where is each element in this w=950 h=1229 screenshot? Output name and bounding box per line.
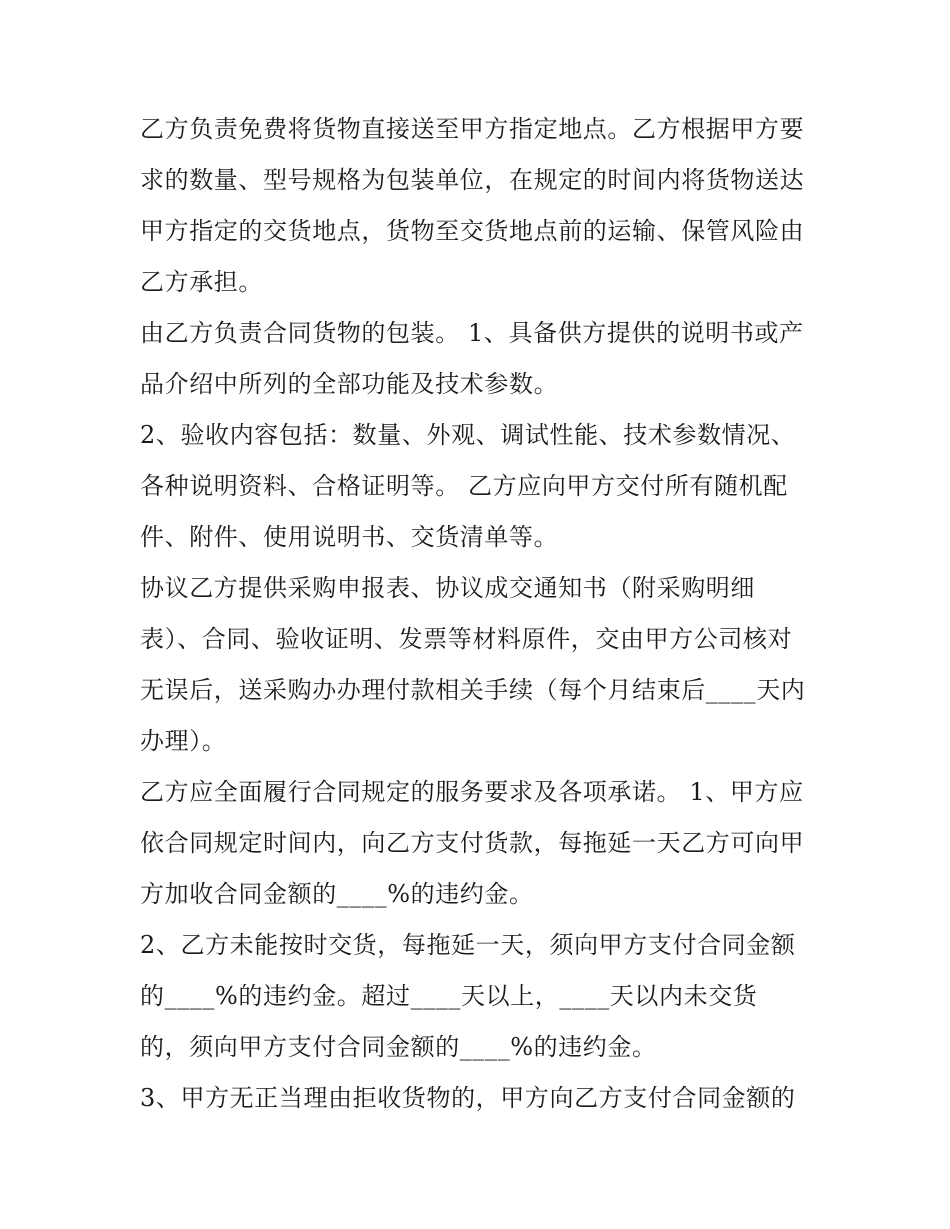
text-line: 的，须向甲方支付合同金额的____%的违约金。 — [140, 1033, 657, 1061]
text-line: 表）、合同、验收证明、发票等材料原件，交由甲方公司核对 — [140, 625, 793, 653]
text-line: 各种说明资料、合格证明等。 乙方应向甲方交付所有随机配 — [140, 472, 788, 500]
text-line: 乙方承担。 — [140, 268, 263, 296]
text-line: 由乙方负责合同货物的包装。 1、具备供方提供的说明书或产 — [140, 319, 804, 347]
text-line: 3、甲方无正当理由拒收货物的，甲方向乙方支付合同金额的 — [140, 1084, 796, 1112]
text-line: 件、附件、使用说明书、交货清单等。 — [140, 523, 559, 551]
text-line: 品介绍中所列的全部功能及技术参数。 — [140, 370, 559, 398]
text-line: 的____%的违约金。超过____天以上，____天以内未交货 — [140, 982, 758, 1010]
text-line: 甲方指定的交货地点，货物至交货地点前的运输、保管风险由 — [140, 217, 805, 245]
text-line: 办理）。 — [140, 727, 227, 755]
text-line: 乙方负责免费将货物直接送至甲方指定地点。乙方根据甲方要 — [140, 115, 805, 143]
text-line: 依合同规定时间内，向乙方支付货款，每拖延一天乙方可向甲 — [140, 829, 805, 857]
text-line: 无误后，送采购办办理付款相关手续（每个月结束后____天内 — [140, 676, 806, 704]
text-line: 乙方应全面履行合同规定的服务要求及各项承诺。 1、甲方应 — [140, 778, 804, 806]
text-line: 求的数量、型号规格为包装单位，在规定的时间内将货物送达 — [140, 166, 805, 194]
text-line: 2、验收内容包括：数量、外观、调试性能、技术参数情况、 — [140, 421, 796, 449]
text-line: 方加收合同金额的____%的违约金。 — [140, 880, 534, 908]
text-line: 2、乙方未能按时交货，每拖延一天，须向甲方支付合同金额 — [140, 931, 796, 959]
text-line: 协议乙方提供采购申报表、协议成交通知书（附采购明细 — [140, 574, 755, 602]
